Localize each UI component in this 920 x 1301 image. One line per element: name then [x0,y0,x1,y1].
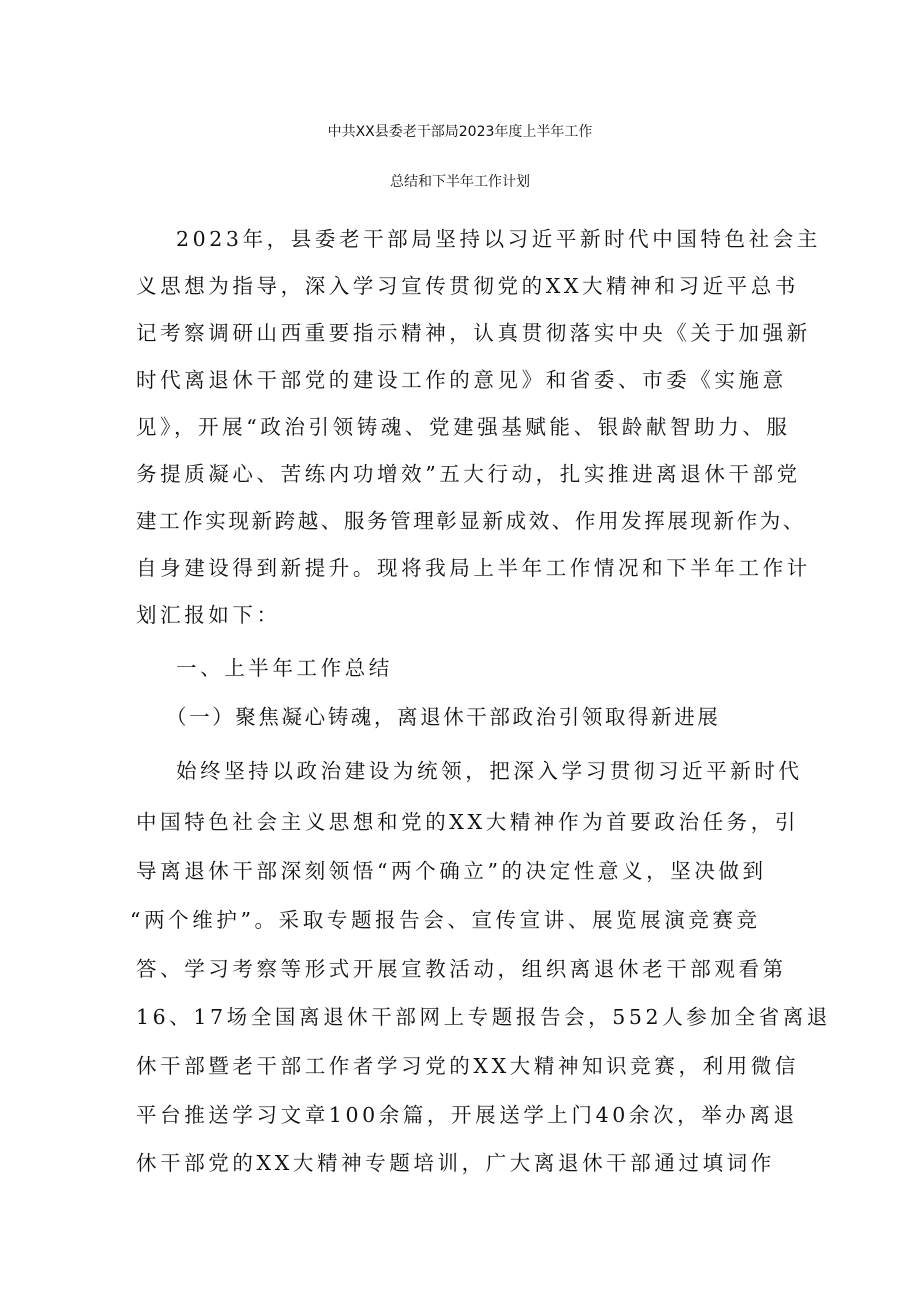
body-line: 答、学习考察等形式开展宣教活动，组织离退休老干部观看第 [136,957,787,981]
body-line: 导离退休干部深刻领悟“两个确立”的决定性意义，坚决做到 [136,859,767,883]
body-line: 休干部党的XX大精神专题培训，广大离退休干部通过填词作 [136,1151,775,1175]
intro-line: 自身建设得到新提升。现将我局上半年工作情况和下半年工作计 [136,556,811,580]
intro-line: 务提质凝心、苦练内功增效”五大行动，扎实推进离退休干部党 [136,462,801,486]
intro-line: 2023年，县委老干部局坚持以习近平新时代中国特色社会主 [176,227,821,251]
intro-line: 划汇报如下： [136,603,281,627]
subsection-heading: （一）聚焦凝心铸魂，离退休干部政治引领取得新进展 [166,705,721,729]
body-line: “两个维护”。采取专题报告会、宣传宣讲、展览展演竞赛竞 [130,908,761,932]
body-line: 始终坚持以政治建设为统领，把深入学习贯彻习近平新时代 [176,759,803,783]
intro-line: 记考察调研山西重要指示精神，认真贯彻落实中央《关于加强新 [136,321,811,345]
document-title-line-2: 总结和下半年工作计划 [390,174,530,190]
intro-line: 见》，开展“政治引领铸魂、党建强基赋能、银龄献智助力、服 [136,415,791,439]
body-line: 休干部暨老干部工作者学习党的XX大精神知识竞赛，利用微信 [136,1054,799,1078]
body-line: 平台推送学习文章100余篇，开展送学上门40余次，举办离退 [136,1103,798,1127]
section-heading: 一、上半年工作总结 [176,656,393,680]
intro-line: 建工作实现新跨越、服务管理彰显新成效、作用发挥展现新作为、 [136,509,806,533]
intro-line: 时代离退休干部党的建设工作的意见》和省委、市委《实施意 [136,368,787,392]
document-title-line-1: 中共XX县委老干部局2023年度上半年工作 [327,124,593,140]
body-line: 16、17场全国离退休干部网上专题报告会，552人参加全省离退 [136,1005,831,1029]
intro-line: 义思想为指导，深入学习宣传贯彻党的XX大精神和习近平总书 [136,274,799,298]
body-line: 中国特色社会主义思想和党的XX大精神作为首要政治任务，引 [136,810,799,834]
